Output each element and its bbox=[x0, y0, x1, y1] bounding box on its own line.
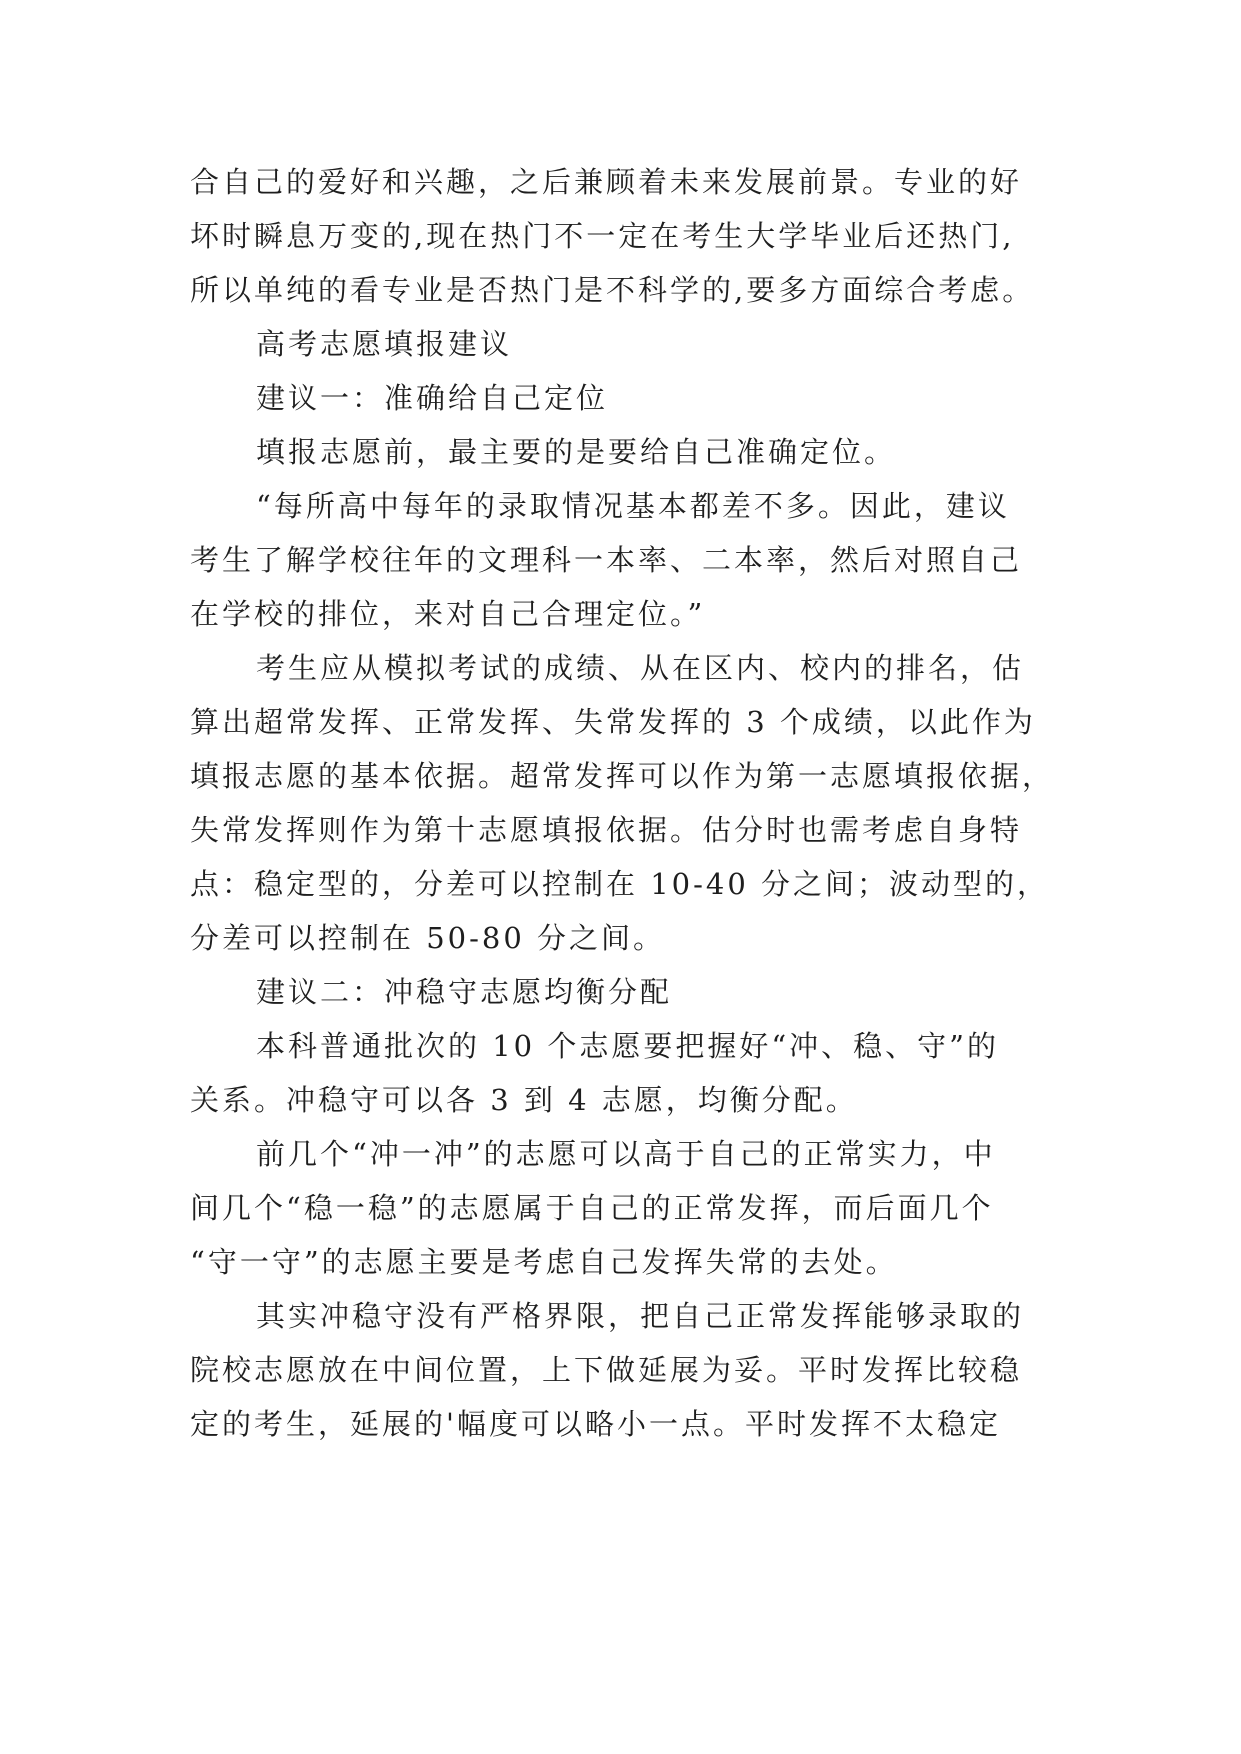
text-line: 院校志愿放在中间位置，上下做延展为妥。平时发挥比较稳 bbox=[190, 1353, 1023, 1387]
text-line: 考生了解学校往年的文理科一本率、二本率，然后对照自己 bbox=[190, 543, 1023, 577]
text-line: 算出超常发挥、正常发挥、失常发挥的 3 个成绩，以此作为 bbox=[190, 705, 1036, 739]
text-line: 本科普通批次的 10 个志愿要把握好“冲、稳、守”的 bbox=[256, 1029, 999, 1063]
subsection-heading: 建议一：准确给自己定位 bbox=[256, 381, 609, 415]
text-line: 分差可以控制在 50-80 分之间。 bbox=[190, 921, 666, 955]
text-line: “每所高中每年的录取情况基本都差不多。因此，建议 bbox=[256, 489, 1010, 523]
text-line: 前几个“冲一冲”的志愿可以高于自己的正常实力，中 bbox=[256, 1137, 996, 1171]
text-line: 间几个“稳一稳”的志愿属于自己的正常发挥，而后面几个 bbox=[190, 1191, 994, 1225]
text-line: 其实冲稳守没有严格界限，把自己正常发挥能够录取的 bbox=[256, 1299, 1025, 1333]
text-line: 失常发挥则作为第十志愿填报依据。估分时也需考虑自身特 bbox=[190, 813, 1023, 847]
text-line: 关系。冲稳守可以各 3 到 4 志愿，均衡分配。 bbox=[190, 1083, 858, 1117]
subsection-heading: 建议二：冲稳守志愿均衡分配 bbox=[256, 975, 673, 1009]
text-line: 点：稳定型的，分差可以控制在 10-40 分之间；波动型的， bbox=[190, 867, 1050, 901]
text-line: 定的考生，延展的'幅度可以略小一点。平时发挥不太稳定 bbox=[190, 1407, 1001, 1441]
text-line: 合自己的爱好和兴趣，之后兼顾着未来发展前景。专业的好 bbox=[190, 165, 1023, 199]
text-line: 所以单纯的看专业是否热门是不科学的,要多方面综合考虑。 bbox=[190, 273, 1035, 307]
text-line: 在学校的排位，来对自己合理定位。” bbox=[190, 597, 706, 631]
text-line: 坏时瞬息万变的,现在热门不一定在考生大学毕业后还热门, bbox=[190, 219, 1015, 253]
text-line: 填报志愿的基本依据。超常发挥可以作为第一志愿填报依据， bbox=[190, 759, 1055, 793]
text-line: 考生应从模拟考试的成绩、从在区内、校内的排名，估 bbox=[256, 651, 1025, 685]
text-line: 填报志愿前，最主要的是要给自己准确定位。 bbox=[256, 435, 897, 469]
text-line: “守一守”的志愿主要是考虑自己发挥失常的去处。 bbox=[190, 1245, 898, 1279]
body-text bbox=[190, 155, 1090, 1451]
section-heading: 高考志愿填报建议 bbox=[256, 327, 513, 361]
